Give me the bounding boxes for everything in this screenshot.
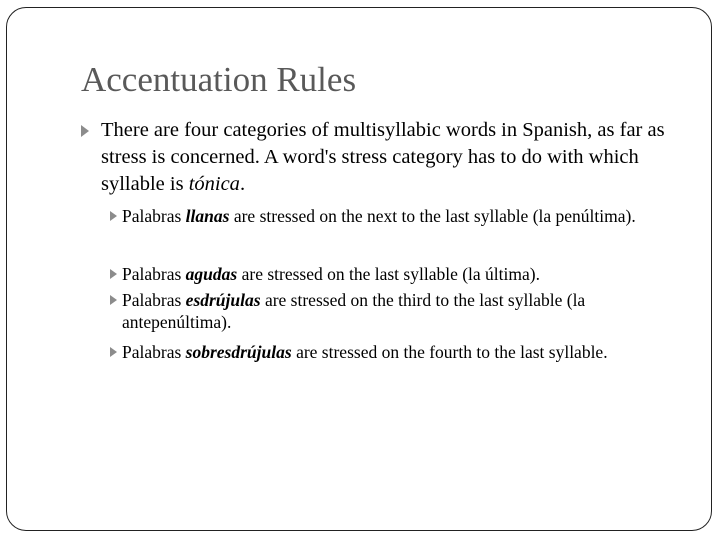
item-term: llanas (185, 206, 230, 226)
list-item (122, 205, 682, 227)
bullet-icon (81, 125, 89, 137)
intro-paragraph (101, 117, 686, 198)
slide-title: Accentuation Rules (81, 60, 357, 99)
item-suffix: are stressed on the third to the last syllable (la antepenúltima). (122, 290, 586, 332)
item-prefix: Palabras (122, 206, 186, 226)
intro-end: . (239, 173, 246, 195)
sub-bullet-icon (110, 295, 117, 305)
item-suffix: are stressed on the next to the last syllable (la penúltima). (229, 206, 636, 226)
sub-bullet-icon (110, 347, 117, 357)
item-prefix: Palabras (122, 264, 186, 284)
item-term: esdrújulas (185, 290, 261, 310)
intro-text: There are four categories of multisyllabic words in Spanish, as far as stress is concerned. A word's stress category has to do with which syllable is (101, 119, 665, 195)
item-suffix: are stressed on the last syllable (la última). (237, 264, 540, 284)
list-item (122, 341, 682, 363)
list-item (122, 263, 682, 285)
intro-emphasis: tónica (188, 173, 240, 195)
sub-bullet-icon (110, 211, 117, 221)
item-prefix: Palabras (122, 290, 186, 310)
item-term: agudas (185, 264, 238, 284)
item-prefix: Palabras (122, 342, 186, 362)
list-item (122, 289, 682, 333)
item-suffix: are stressed on the fourth to the last syllable. (291, 342, 608, 362)
item-term: sobresdrújulas (185, 342, 292, 362)
sub-bullet-icon (110, 269, 117, 279)
